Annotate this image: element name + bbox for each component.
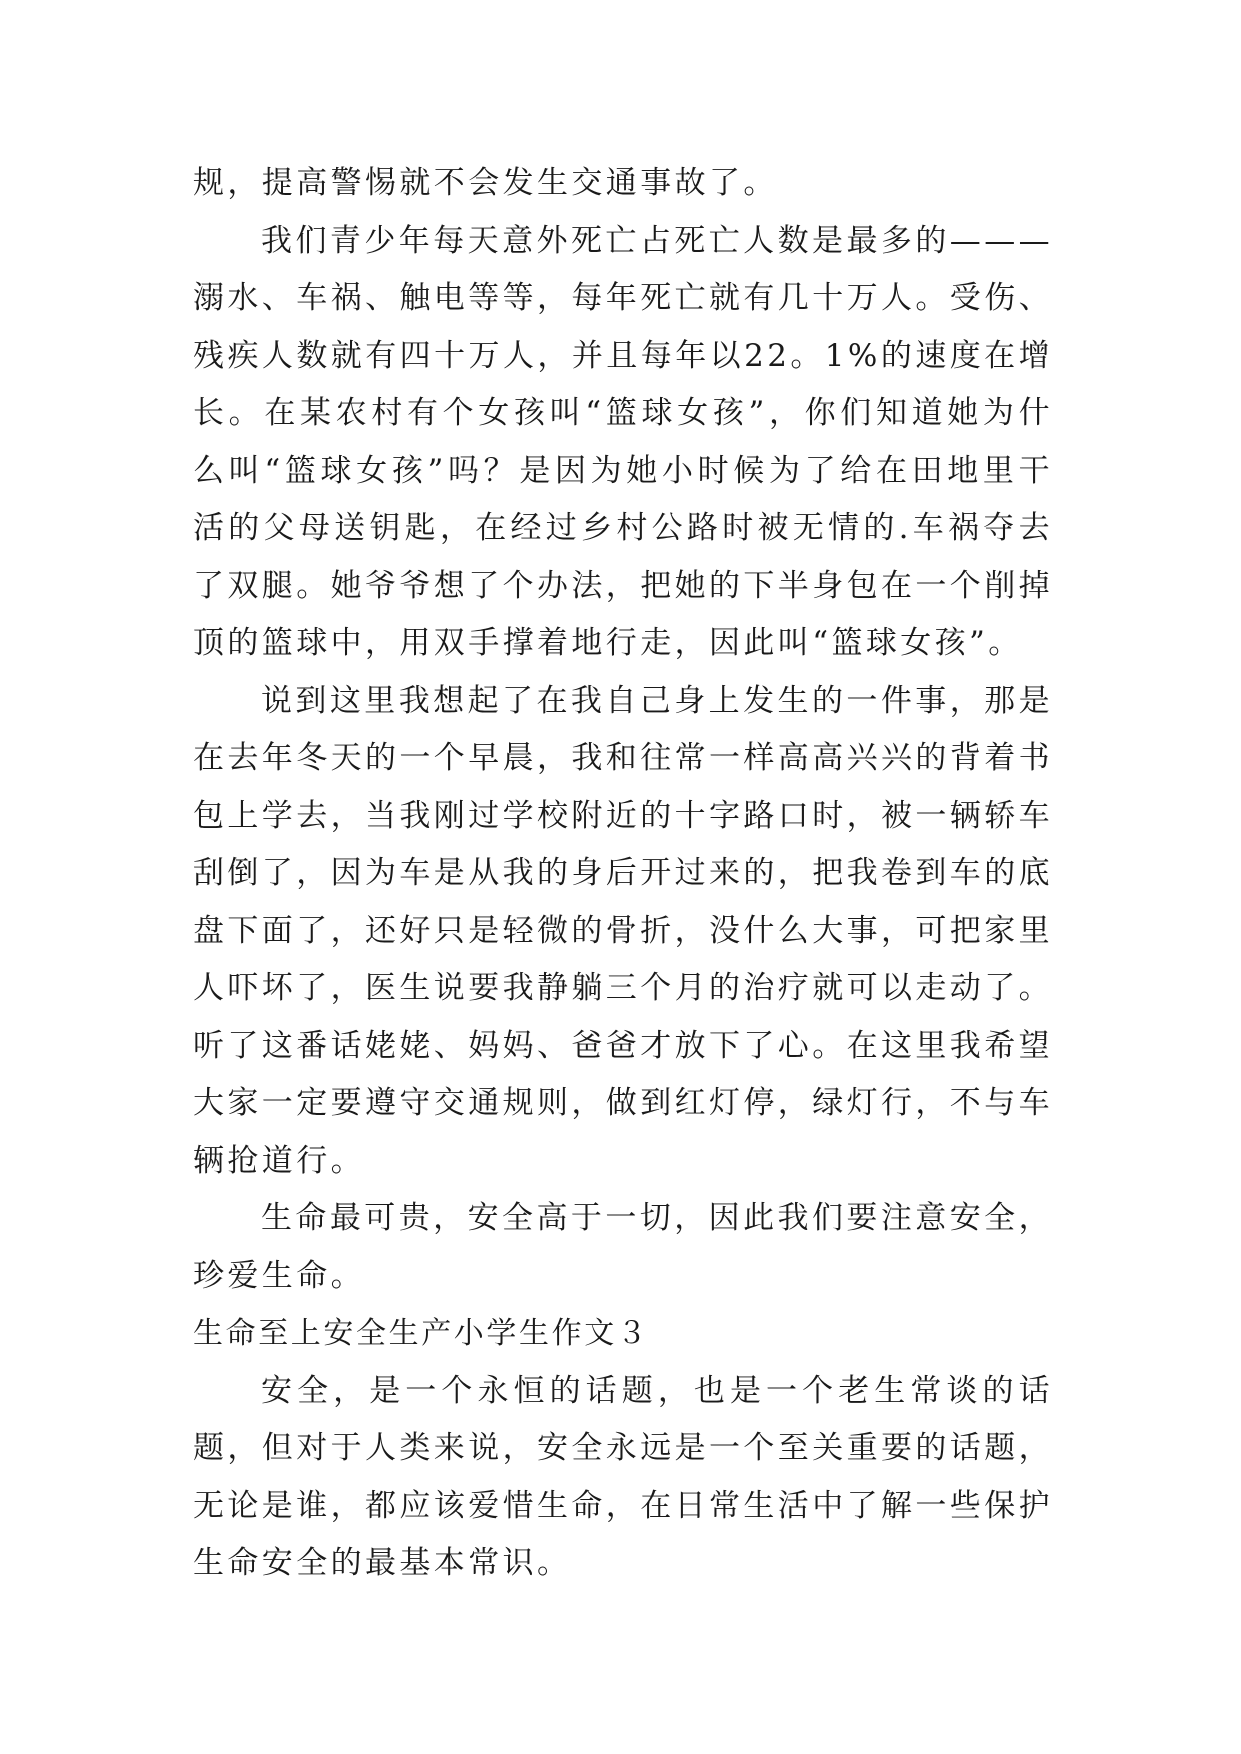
document-body [193, 155, 1053, 1593]
paragraph-basketball-girl: 我们青少年每天意外死亡占死亡人数是最多的———溺水、车祸、触电等等，每年死亡就有几十万人。受伤、残疾人数就有四十万人，并且每年以22。1%的速度在增长。在某农村有个女孩叫“篮球女孩”，你们知道她为什么叫“篮球女孩”吗？是因为她小时候为了给在田地里干活的父母送钥匙，在经过乡村公路时被无情的.车祸夺去了双腿。她爷爷想了个办法，把她的下半身包在一个削掉顶的篮球中，用双手撑着地行走，因此叫“篮球女孩”。 [193, 222, 1053, 661]
essay-heading: 生命至上安全生产小学生作文３ [193, 1316, 650, 1351]
paragraph-personal-accident: 说到这里我想起了在我自己身上发生的一件事，那是在去年冬天的一个早晨，我和往常一样高高兴兴的背着书包上学去，当我刚过学校附近的十字路口时，被一辆轿车刮倒了，因为车是从我的身后开过来的，把我卷到车的底盘下面了，还好只是轻微的骨折，没什么大事，可把家里人吓坏了，医生说要我静躺三个月的治疗就可以走动了。听了这番话姥姥、妈妈、爸爸才放下了心。在这里我希望大家一定要遵守交通规则，做到红灯停，绿灯行，不与车辆抢道行。 [193, 682, 1053, 1179]
paragraph-continued: 规，提高警惕就不会发生交通事故了。 [193, 165, 778, 201]
paragraph-safety-topic: 安全，是一个永恒的话题，也是一个老生常谈的话题，但对于人类来说，安全永远是一个至关重要的话题，无论是谁，都应该爱惜生命，在日常生活中了解一些保护生命安全的最基本常识。 [193, 1372, 1053, 1581]
paragraph-conclusion: 生命最可贵，安全高于一切，因此我们要注意安全，珍爱生命。 [193, 1200, 1053, 1294]
